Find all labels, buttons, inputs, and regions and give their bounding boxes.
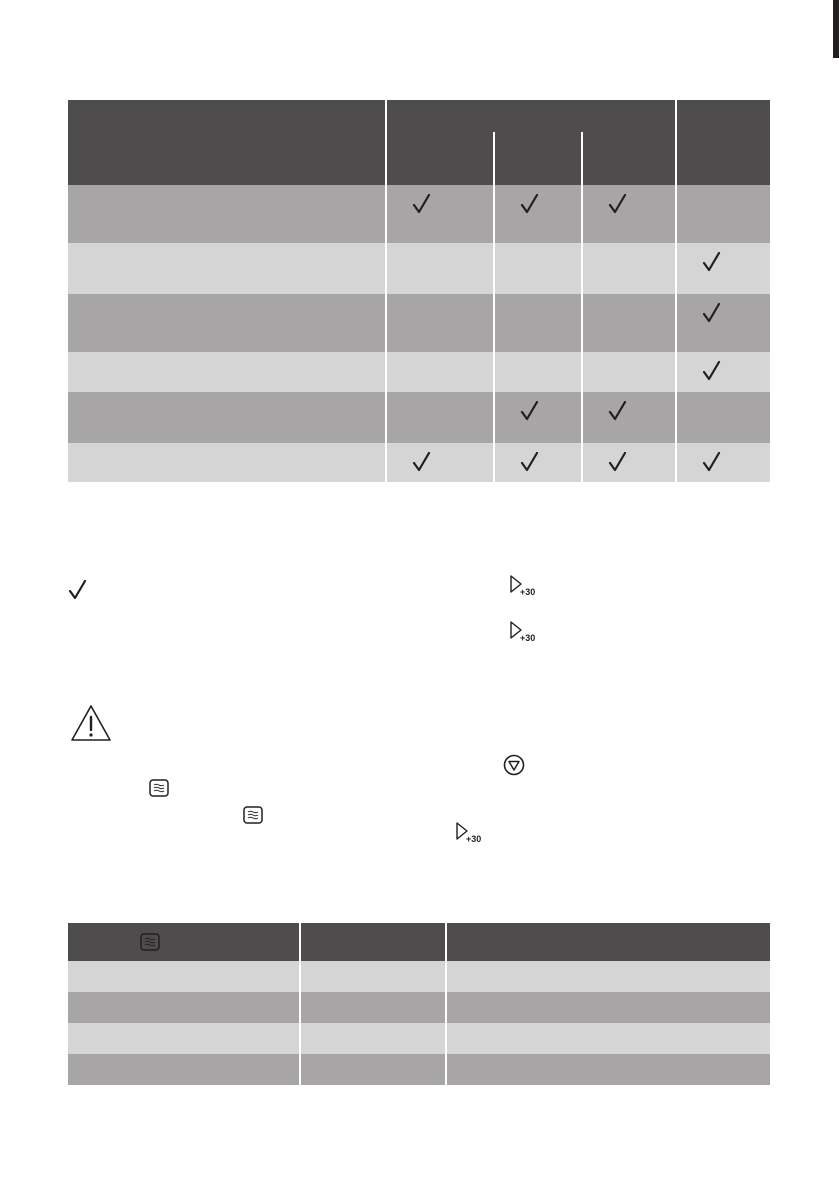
row-label-cell (68, 392, 386, 443)
start-plus30-icon (509, 575, 539, 597)
table-row (68, 185, 770, 243)
table-row (68, 294, 770, 352)
check-cell (676, 443, 770, 482)
table-row (68, 243, 770, 294)
header-cell-group (386, 100, 676, 185)
row-label-cell (68, 294, 386, 352)
check-mark-icon (608, 194, 628, 214)
table-row (68, 1054, 770, 1085)
check-mark-icon (608, 452, 628, 472)
stop-icon (503, 754, 525, 781)
steam-button-icon (149, 779, 169, 802)
check-cell (494, 185, 582, 243)
check-cell (582, 352, 676, 392)
check-cell (582, 185, 676, 243)
header-divider (493, 132, 495, 185)
table-row (68, 992, 770, 1023)
header-cell-right (446, 923, 770, 961)
legend-check-mark-icon (68, 580, 88, 605)
table-row (68, 1023, 770, 1054)
svg-text:+30: +30 (520, 633, 536, 643)
page-edge-marker (833, 0, 839, 58)
check-cell (386, 294, 494, 352)
svg-text:+30: +30 (466, 834, 482, 844)
check-mark-icon (702, 361, 722, 381)
check-cell (494, 443, 582, 482)
check-cell (676, 294, 770, 352)
check-cell (494, 294, 582, 352)
check-cell (582, 294, 676, 352)
function-table (68, 100, 770, 482)
check-mark-icon (520, 194, 540, 214)
check-cell (386, 185, 494, 243)
check-mark-icon (702, 452, 722, 472)
row-label-cell (68, 185, 386, 243)
row-label-cell (68, 443, 386, 482)
check-cell (386, 352, 494, 392)
warning-triangle-icon (70, 704, 112, 747)
row-label-cell (68, 243, 386, 294)
steam-button-icon (140, 933, 160, 956)
check-cell (676, 243, 770, 294)
check-mark-icon (608, 401, 628, 421)
table-row (68, 392, 770, 443)
table-row (68, 443, 770, 482)
check-cell (386, 243, 494, 294)
check-cell (494, 352, 582, 392)
start-plus30-icon (509, 621, 539, 643)
header-cell-middle (300, 923, 446, 961)
check-cell (386, 392, 494, 443)
check-mark-icon (520, 452, 540, 472)
check-cell (582, 243, 676, 294)
check-cell (676, 185, 770, 243)
header-divider (581, 132, 583, 185)
start-plus30-icon (455, 822, 485, 844)
check-mark-icon (702, 252, 722, 272)
steam-table-header (68, 923, 770, 961)
function-table-header (68, 100, 770, 185)
check-cell (582, 392, 676, 443)
check-cell (494, 392, 582, 443)
check-mark-icon (412, 194, 432, 214)
check-mark-icon (412, 452, 432, 472)
steam-button-icon (243, 806, 263, 829)
check-cell (386, 443, 494, 482)
header-cell-last (676, 100, 770, 185)
check-cell (676, 392, 770, 443)
table-row (68, 352, 770, 392)
check-cell (676, 352, 770, 392)
check-cell (582, 443, 676, 482)
steam-table (68, 923, 770, 1085)
svg-text:+30: +30 (520, 587, 536, 597)
check-mark-icon (702, 303, 722, 323)
table-row (68, 961, 770, 992)
check-cell (494, 243, 582, 294)
header-cell-function (68, 100, 386, 185)
row-label-cell (68, 352, 386, 392)
check-mark-icon (520, 401, 540, 421)
header-cell-steam (68, 923, 300, 961)
